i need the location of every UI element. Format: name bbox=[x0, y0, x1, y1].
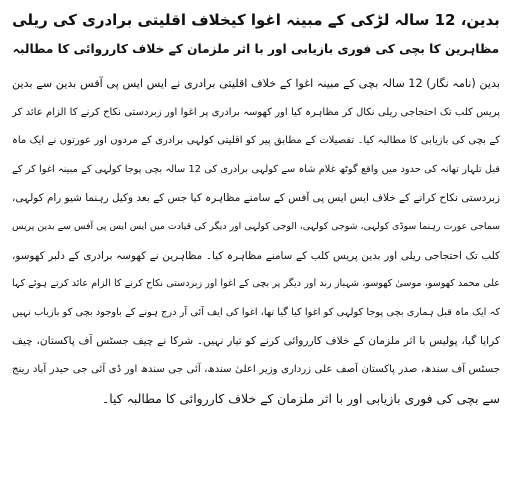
article-headline: بدین، 12 سالہ لڑکی کے مبینہ اغوا کیخلاف اقلیتی برادری کی ریلی bbox=[12, 11, 500, 29]
article-line: سماجی عورت رہنما سوڈی کولہی، شوجی کولہی، الوجی کولہی اور دیگر کی قیادت میں ایس ایس پی آفس سے بدین پریس bbox=[12, 220, 500, 232]
article-line: کرایا گیا، پولیس با اثر ملزمان کے خلاف کارروائی کرنے کو تیار نہیں۔ شرکا نے چیف جسٹس آف پاکستان، چیف bbox=[12, 335, 500, 348]
article-line: علی محمد کھوسو، موسیٰ کھوسو، شہباز رند اور دیگر پر بچی کے اغوا اور زبردستی نکاح کرنے کا الزام عائد کرتے ہوئے کہا bbox=[12, 278, 500, 290]
article-line: کے بچی کی بازیابی کا مطالبہ کیا۔ تفصیلات کے مطابق پیر کو اقلیتی کولہی برادری کے مردوں اور عورتوں نے ایک ماہ bbox=[12, 135, 500, 147]
article-line: کلب تک احتجاجی ریلی اور بدین پریس کلب کے سامنے مظاہرہ کیا۔ مظاہرین نے کھوسہ برادری کے دلبر کھوسو، bbox=[12, 249, 500, 262]
article-line: پریس کلب تک احتجاجی ریلی نکال کر مظاہرہ کیا اور کھوسہ برادری پر اغوا اور زبردستی نکاح کرنے کا الزام عائد کر bbox=[12, 106, 500, 118]
article-line: بدین (نامہ نگار) 12 سالہ بچی کے مبینہ اغوا کے خلاف اقلیتی برادری نے ایس ایس پی آفس بدین سے بدین bbox=[12, 77, 500, 90]
article-line: جسٹس آف سندھ، صدر پاکستان آصف علی زرداری وزیر اعلیٰ سندھ، آئی جی سندھ اور ڈی آئی جی حیدر آباد رینج bbox=[12, 363, 500, 375]
article-subheadline: مظاہرین کا بچی کی فوری بازیابی اور با اثر ملزمان کے خلاف کارروائی کا مطالبہ bbox=[12, 42, 500, 56]
article-body bbox=[12, 70, 500, 413]
article-line: سے بچی کی فوری بازیابی اور با اثر ملزمان کے خلاف کارروائی کا مطالبہ کیا۔ bbox=[101, 390, 500, 406]
article-line: زبردستی نکاح کرانے کے خلاف ایس ایس پی آفس کے سامنے مظاہرہ کیا جس کے بعد وکیل رہنما شیو رام کولہی، bbox=[12, 192, 500, 205]
article-line: کہ ایک ماہ قبل ہماری بچی پوجا کولہی کو اغوا کیا گیا تھا، اغوا کی ایف آئی آر درج ہونے کے باوجود بچی کو بازیاب نہیں bbox=[12, 306, 500, 318]
article-line: قبل تلہار تھانہ کی حدود میں واقع گوٹھ غلام شاہ سے کولہی برادری کی 12 سالہ بچی پوجا کولہی کے مبینہ اغوا کر کے bbox=[12, 163, 500, 175]
